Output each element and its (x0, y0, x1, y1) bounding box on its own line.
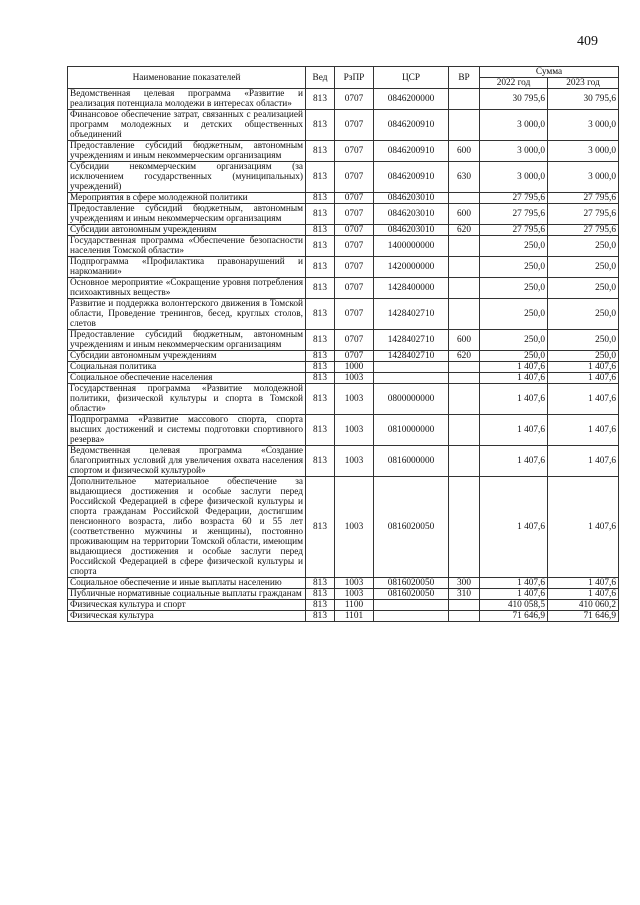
cell-rzpr: 0707 (335, 257, 374, 278)
cell-y2022: 1 407,6 (480, 362, 548, 373)
header-ved: Вед (306, 67, 335, 89)
cell-y2023: 1 407,6 (548, 384, 619, 415)
table-row (68, 225, 619, 236)
cell-ved: 813 (306, 446, 335, 477)
cell-rzpr: 1003 (335, 578, 374, 589)
cell-ved: 813 (306, 236, 335, 257)
cell-y2022: 250,0 (480, 257, 548, 278)
cell-name: Физическая культура (68, 611, 306, 622)
cell-rzpr: 0707 (335, 193, 374, 204)
cell-name: Государственная программа «Развитие молодежной политики, физической культуры и спорта в Томской области» (68, 384, 306, 415)
cell-y2023: 1 407,6 (548, 373, 619, 384)
cell-ved: 813 (306, 611, 335, 622)
cell-y2023: 27 795,6 (548, 204, 619, 225)
table-row (68, 415, 619, 446)
cell-ved: 813 (306, 162, 335, 193)
cell-ved: 813 (306, 600, 335, 611)
cell-ved: 813 (306, 351, 335, 362)
cell-ved: 813 (306, 362, 335, 373)
cell-rzpr: 1003 (335, 415, 374, 446)
cell-y2022: 250,0 (480, 299, 548, 330)
cell-name: Предоставление субсидий бюджетным, автономным учреждениям и иным некоммерческим организациям (68, 330, 306, 351)
cell-vr (449, 415, 480, 446)
cell-csr: 1428402710 (374, 330, 449, 351)
table-row (68, 110, 619, 141)
table-row (68, 578, 619, 589)
cell-name: Публичные нормативные социальные выплаты гражданам (68, 589, 306, 600)
cell-vr: 630 (449, 162, 480, 193)
header-vr: ВР (449, 67, 480, 89)
cell-csr: 1428402710 (374, 299, 449, 330)
cell-vr (449, 477, 480, 578)
cell-y2022: 1 407,6 (480, 578, 548, 589)
cell-y2022: 27 795,6 (480, 204, 548, 225)
header-rzpr: РзПР (335, 67, 374, 89)
cell-csr: 0816020050 (374, 477, 449, 578)
cell-name: Социальная политика (68, 362, 306, 373)
cell-rzpr: 0707 (335, 162, 374, 193)
cell-csr: 0846200910 (374, 141, 449, 162)
cell-vr (449, 446, 480, 477)
cell-y2023: 1 407,6 (548, 578, 619, 589)
cell-name: Мероприятия в сфере молодежной политики (68, 193, 306, 204)
header-sum: Сумма (480, 67, 619, 78)
cell-rzpr: 0707 (335, 351, 374, 362)
cell-ved: 813 (306, 589, 335, 600)
cell-y2022: 1 407,6 (480, 477, 548, 578)
cell-vr (449, 362, 480, 373)
cell-rzpr: 1000 (335, 362, 374, 373)
cell-y2023: 250,0 (548, 351, 619, 362)
cell-csr: 0846203010 (374, 193, 449, 204)
cell-y2023: 3 000,0 (548, 110, 619, 141)
table-row (68, 299, 619, 330)
cell-ved: 813 (306, 384, 335, 415)
cell-y2023: 71 646,9 (548, 611, 619, 622)
cell-rzpr: 1101 (335, 611, 374, 622)
cell-name: Финансовое обеспечение затрат, связанных с реализацией программ молодежных и детских общественных объединений (68, 110, 306, 141)
cell-name: Подпрограмма «Профилактика правонарушений и наркомании» (68, 257, 306, 278)
cell-ved: 813 (306, 141, 335, 162)
cell-y2022: 1 407,6 (480, 384, 548, 415)
cell-name: Физическая культура и спорт (68, 600, 306, 611)
table-row (68, 373, 619, 384)
cell-y2023: 250,0 (548, 330, 619, 351)
table-row (68, 141, 619, 162)
table-row (68, 236, 619, 257)
cell-vr: 600 (449, 204, 480, 225)
cell-ved: 813 (306, 330, 335, 351)
cell-name: Предоставление субсидий бюджетным, автономным учреждениям и иным некоммерческим организациям (68, 204, 306, 225)
cell-y2023: 250,0 (548, 236, 619, 257)
table-row (68, 278, 619, 299)
cell-rzpr: 0707 (335, 330, 374, 351)
table-row (68, 384, 619, 415)
cell-rzpr: 0707 (335, 204, 374, 225)
budget-table (67, 66, 619, 622)
cell-ved: 813 (306, 89, 335, 110)
cell-vr: 600 (449, 141, 480, 162)
cell-vr (449, 89, 480, 110)
cell-name: Социальное обеспечение населения (68, 373, 306, 384)
cell-y2023: 27 795,6 (548, 225, 619, 236)
cell-y2023: 410 060,2 (548, 600, 619, 611)
cell-vr (449, 600, 480, 611)
cell-ved: 813 (306, 110, 335, 141)
cell-y2023: 1 407,6 (548, 446, 619, 477)
cell-name: Субсидии автономным учреждениям (68, 225, 306, 236)
cell-csr (374, 362, 449, 373)
cell-rzpr: 0707 (335, 141, 374, 162)
cell-rzpr: 0707 (335, 110, 374, 141)
header-2022: 2022 год (480, 78, 548, 89)
cell-ved: 813 (306, 299, 335, 330)
cell-y2023: 1 407,6 (548, 415, 619, 446)
cell-vr (449, 373, 480, 384)
cell-y2022: 250,0 (480, 236, 548, 257)
cell-csr: 0816020050 (374, 578, 449, 589)
cell-rzpr: 0707 (335, 299, 374, 330)
cell-rzpr: 1003 (335, 446, 374, 477)
cell-csr: 0816000000 (374, 446, 449, 477)
cell-csr: 0846200910 (374, 110, 449, 141)
cell-ved: 813 (306, 193, 335, 204)
cell-vr: 310 (449, 589, 480, 600)
cell-vr: 620 (449, 225, 480, 236)
page-number: 409 (577, 34, 598, 49)
cell-name: Основное мероприятие «Сокращение уровня потребления психоактивных веществ» (68, 278, 306, 299)
cell-y2022: 250,0 (480, 330, 548, 351)
cell-name: Ведомственная целевая программа «Создание благоприятных условий для увеличения охвата населения спортом и физической культурой» (68, 446, 306, 477)
cell-y2023: 1 407,6 (548, 589, 619, 600)
table-row (68, 446, 619, 477)
cell-rzpr: 1003 (335, 589, 374, 600)
cell-rzpr: 0707 (335, 236, 374, 257)
cell-vr: 600 (449, 330, 480, 351)
cell-csr: 0810000000 (374, 415, 449, 446)
cell-y2023: 250,0 (548, 299, 619, 330)
cell-ved: 813 (306, 225, 335, 236)
cell-csr: 0800000000 (374, 384, 449, 415)
cell-vr (449, 257, 480, 278)
cell-csr: 1428402710 (374, 351, 449, 362)
cell-name: Развитие и поддержка волонтерского движения в Томской области, Проведение тренингов, бесед, круглых столов, слетов (68, 299, 306, 330)
table-row (68, 351, 619, 362)
cell-name: Предоставление субсидий бюджетным, автономным учреждениям и иным некоммерческим организациям (68, 141, 306, 162)
table-row (68, 257, 619, 278)
cell-vr: 300 (449, 578, 480, 589)
cell-rzpr: 0707 (335, 278, 374, 299)
table-row (68, 89, 619, 110)
cell-csr: 1420000000 (374, 257, 449, 278)
cell-vr (449, 611, 480, 622)
header-csr: ЦСР (374, 67, 449, 89)
cell-csr: 0846200000 (374, 89, 449, 110)
table-row (68, 330, 619, 351)
cell-name: Государственная программа «Обеспечение безопасности населения Томской области» (68, 236, 306, 257)
cell-y2022: 1 407,6 (480, 589, 548, 600)
cell-vr: 620 (449, 351, 480, 362)
cell-name: Субсидии автономным учреждениям (68, 351, 306, 362)
cell-rzpr: 1003 (335, 477, 374, 578)
table-body (68, 89, 619, 622)
cell-csr (374, 373, 449, 384)
cell-y2023: 3 000,0 (548, 141, 619, 162)
cell-y2022: 1 407,6 (480, 373, 548, 384)
cell-y2022: 410 058,5 (480, 600, 548, 611)
table-row (68, 362, 619, 373)
cell-csr: 1428400000 (374, 278, 449, 299)
cell-y2023: 250,0 (548, 257, 619, 278)
cell-rzpr: 0707 (335, 89, 374, 110)
cell-name: Субсидии некоммерческим организациям (за исключением государственных (муниципальных) учреждений) (68, 162, 306, 193)
cell-csr (374, 611, 449, 622)
cell-csr (374, 600, 449, 611)
cell-y2023: 27 795,6 (548, 193, 619, 204)
cell-y2023: 1 407,6 (548, 362, 619, 373)
cell-y2022: 27 795,6 (480, 225, 548, 236)
cell-y2022: 3 000,0 (480, 110, 548, 141)
cell-name: Подпрограмма «Развитие массового спорта, спорта высших достижений и системы подготовки спортивного резерва» (68, 415, 306, 446)
cell-vr (449, 278, 480, 299)
cell-csr: 0846200910 (374, 162, 449, 193)
cell-y2022: 71 646,9 (480, 611, 548, 622)
cell-y2022: 3 000,0 (480, 141, 548, 162)
cell-y2023: 30 795,6 (548, 89, 619, 110)
cell-ved: 813 (306, 415, 335, 446)
cell-y2022: 250,0 (480, 278, 548, 299)
cell-ved: 813 (306, 204, 335, 225)
cell-vr (449, 110, 480, 141)
table-row (68, 611, 619, 622)
cell-name: Социальное обеспечение и иные выплаты населению (68, 578, 306, 589)
cell-vr (449, 299, 480, 330)
table-row (68, 204, 619, 225)
cell-rzpr: 1003 (335, 373, 374, 384)
header-2023: 2023 год (548, 78, 619, 89)
table-row (68, 477, 619, 578)
cell-ved: 813 (306, 373, 335, 384)
cell-y2023: 250,0 (548, 278, 619, 299)
cell-y2023: 3 000,0 (548, 162, 619, 193)
cell-rzpr: 1100 (335, 600, 374, 611)
cell-vr (449, 384, 480, 415)
cell-vr (449, 236, 480, 257)
cell-y2023: 1 407,6 (548, 477, 619, 578)
cell-y2022: 250,0 (480, 351, 548, 362)
cell-rzpr: 0707 (335, 225, 374, 236)
table-row (68, 162, 619, 193)
cell-csr: 1400000000 (374, 236, 449, 257)
table-row (68, 600, 619, 611)
cell-ved: 813 (306, 477, 335, 578)
cell-name: Ведомственная целевая программа «Развитие и реализация потенциала молодежи в интересах области» (68, 89, 306, 110)
table-row (68, 193, 619, 204)
cell-csr: 0846203010 (374, 225, 449, 236)
cell-vr (449, 193, 480, 204)
table-header (68, 67, 619, 89)
cell-rzpr: 1003 (335, 384, 374, 415)
cell-y2022: 27 795,6 (480, 193, 548, 204)
cell-ved: 813 (306, 578, 335, 589)
cell-y2022: 1 407,6 (480, 415, 548, 446)
cell-y2022: 3 000,0 (480, 162, 548, 193)
cell-y2022: 1 407,6 (480, 446, 548, 477)
table-row (68, 589, 619, 600)
cell-ved: 813 (306, 257, 335, 278)
cell-ved: 813 (306, 278, 335, 299)
cell-csr: 0816020050 (374, 589, 449, 600)
header-name: Наименование показателей (68, 67, 306, 89)
cell-y2022: 30 795,6 (480, 89, 548, 110)
cell-name: Дополнительное материальное обеспечение за выдающиеся достижения и особые заслуги перед Российской Федерацией в сфере физической культуры и спорта гражданам Российской Федерации, достигшим пенсионного возраста, либо возраста 60 и 55 лет (соответственно мужчины и женщины), постоянно проживающим на территории Томской области, имеющим выдающиеся достижения и особые заслуги перед Российской Федерацией в сфере физической культуры и спорта (68, 477, 306, 578)
cell-csr: 0846203010 (374, 204, 449, 225)
